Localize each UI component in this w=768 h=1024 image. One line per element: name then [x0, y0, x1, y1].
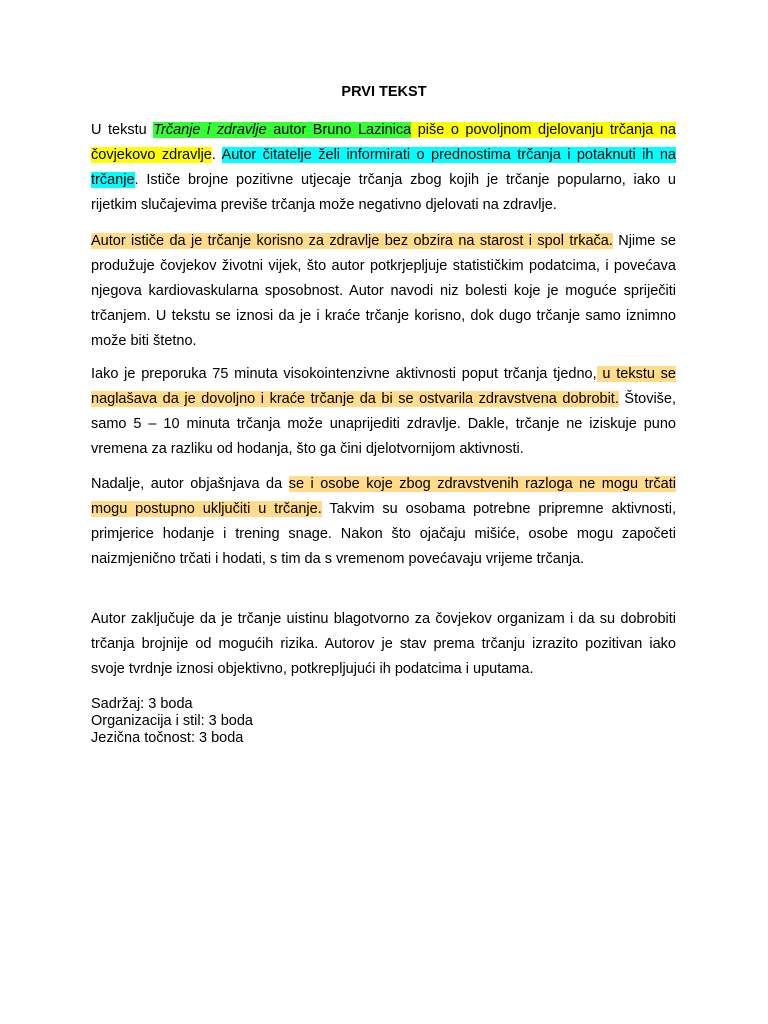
score-accuracy: Jezična točnost: 3 boda: [91, 730, 244, 746]
highlight-yellow-topic: piše o povoljnom djelovanju trčanja na čovjekovo zdravlje: [91, 122, 677, 163]
score-content: Sadržaj: 3 boda: [91, 696, 193, 712]
text-span: Štoviše, samo 5 – 10 minuta trčanja može unaprijediti zdravlje. Dakle, trčanje ne iziskuje puno vremena za razliku od hodanja, što ga čini djelotvornijom aktivnosti.: [91, 391, 677, 457]
highlight-orange-thesis: Autor ističe da je trčanje korisno za zdravlje bez obzira na starost i spol trkača.: [91, 233, 613, 249]
paragraph-2: [91, 229, 676, 354]
paragraph-4: [91, 472, 676, 572]
text-span: Nadalje, autor objašnjava da: [91, 476, 289, 492]
highlight-green-author: autor Bruno Lazinica: [266, 122, 412, 138]
paragraph-conclusion: [91, 607, 676, 682]
highlight-cyan-purpose: Autor čitatelje želi informirati o prednostima trčanja i potaknuti ih na trčanje: [91, 147, 676, 188]
paragraph-intro: [91, 118, 676, 218]
score-organization: Organizacija i stil: 3 boda: [91, 713, 253, 729]
highlight-green-title: Trčanje i zdravlje: [153, 122, 267, 138]
text-span: Takvim su osobama potrebne pripremne aktivnosti, primjerice hodanje i trening snage. Nakon što ojačaju mišiće, osobe mogu započeti naizmjenično trčati i hodati, s tim da s vremenom povećavaju vrijeme trčanja.: [91, 501, 676, 567]
text-span: Iako je preporuka 75 minuta visokointenzivne aktivnosti poput trčanja tjedno,: [91, 366, 597, 382]
score-list: [91, 696, 253, 747]
document-title: PRVI TEKST: [341, 84, 427, 100]
highlight-orange-claim: u tekstu se naglašava da je dovoljno i kraće trčanje da bi se ostvarila zdravstvena dobrobit.: [91, 366, 676, 407]
highlight-orange-claim: se i osobe koje zbog zdravstvenih razloga ne mogu trčati mogu postupno uključiti u trčanje.: [91, 476, 676, 517]
text-span: Njime se produžuje čovjekov životni vijek, što autor potkrjepljuje statističkim podatcima, i povećava njegova kardiovaskularna sposobnost. Autor navodi niz bolesti koje je moguće spriječiti trčanjem. U tekstu se iznosi da je i kraće trčanje korisno, dok dugo trčanje samo iznimno može biti štetno.: [91, 233, 676, 349]
text-span: . Ističe brojne pozitivne utjecaje trčanja zbog kojih je trčanje popularno, iako u rijetkim slučajevima previše trčanja može negativno djelovati na zdravlje.: [91, 172, 676, 213]
text-span: Autor zaključuje da je trčanje uistinu blagotvorno za čovjekov organizam i da su dobrobiti trčanja brojnije od mogućih rizika. Autorov je stav prema trčanju izrazito pozitivan iako svoje tvrdnje iznosi objektivno, potkrepljujući ih podatcima i uputama.: [91, 611, 676, 677]
text-span: .: [211, 147, 222, 163]
paragraph-3: [91, 362, 676, 462]
text-span: U tekstu: [91, 122, 154, 138]
